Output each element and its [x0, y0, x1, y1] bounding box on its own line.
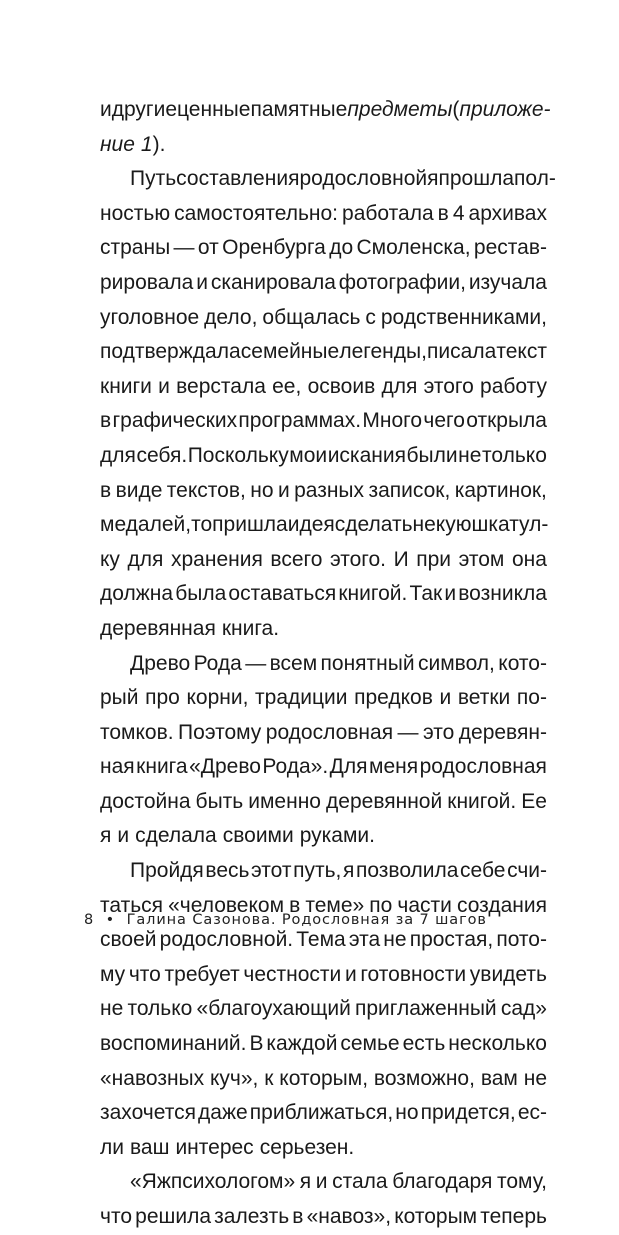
text-line: томков. Поэтому родословная — это деревян- [100, 720, 547, 744]
text-line: в виде текстов, но и разных записок, картинок, [100, 478, 547, 502]
text-line: в графических программах. Много чего открыла [100, 409, 547, 433]
text-line: медалей, то пришла идея сделать некую шкатул- [100, 513, 549, 537]
text-line: «навозных куч», к которым, возможно, вам не [100, 1066, 547, 1090]
text-line: книги и верстала ее, освоив для этого работу [100, 374, 547, 398]
text-line: «Яжпсихологом» я и стала благодаря тому, [130, 1170, 547, 1194]
text-line: Древо Рода — всем понятный символ, кото- [130, 651, 547, 675]
running-title: Галина Сазонова. Родословная за 7 шагов [126, 912, 487, 928]
text-line: ние 1). [100, 132, 166, 156]
text-line: уголовное дело, общалась с родственниками, [100, 305, 547, 329]
running-footer [84, 912, 487, 928]
text-line: таться «человеком в теме» по части создания [100, 893, 547, 917]
text-line: ку для хранения всего этого. И при этом она [100, 547, 547, 571]
text-line: деревянная книга. [100, 616, 280, 640]
text-line: достойна быть именно деревянной книгой. Ее [100, 789, 547, 813]
text-line: должна была оставаться книгой. Так и возникла [100, 582, 547, 606]
body-text [100, 93, 556, 1235]
page-number: 8 [84, 912, 95, 928]
text-line: страны — от Оренбурга до Смоленска, рестав- [100, 236, 547, 260]
text-line: для себя. Поскольку мои искания были не только [100, 443, 547, 467]
text-line: му что требует честности и готовности увидеть [100, 962, 547, 986]
text-line: ностью самостоятельно: работала в 4 архивах [100, 201, 547, 225]
text-line: воспоминаний. В каждой семье есть несколько [100, 1032, 547, 1056]
text-line: что решила залезть в «навоз», которым теперь [100, 1205, 547, 1228]
text-line: своей родословной. Тема эта не простая, пото- [100, 928, 547, 952]
footer-separator: • [105, 912, 116, 928]
text-line: и другие ценные памятные предметы (приложе- [100, 98, 551, 121]
text-line: захочется даже приближаться, но придется, ес- [100, 1101, 547, 1125]
text-line: ли ваш интерес серьезен. [100, 1135, 355, 1159]
text-line: я и сделала своими руками. [100, 824, 375, 848]
text-line: ная книга «Древо Рода». Для меня родословная [100, 755, 547, 779]
text-line: подтверждала семейные легенды, писала текст [100, 340, 547, 364]
text-line: рый про корни, традиции предков и ветки по- [100, 686, 547, 710]
text-line: не только «благоухающий приглаженный сад» [100, 997, 547, 1021]
text-line: Путь составления родословной я прошла пол- [130, 167, 556, 191]
text-line: рировала и сканировала фотографии, изучала [100, 270, 547, 294]
text-line: Пройдя весь этот путь, я позволила себе счи- [130, 859, 547, 883]
